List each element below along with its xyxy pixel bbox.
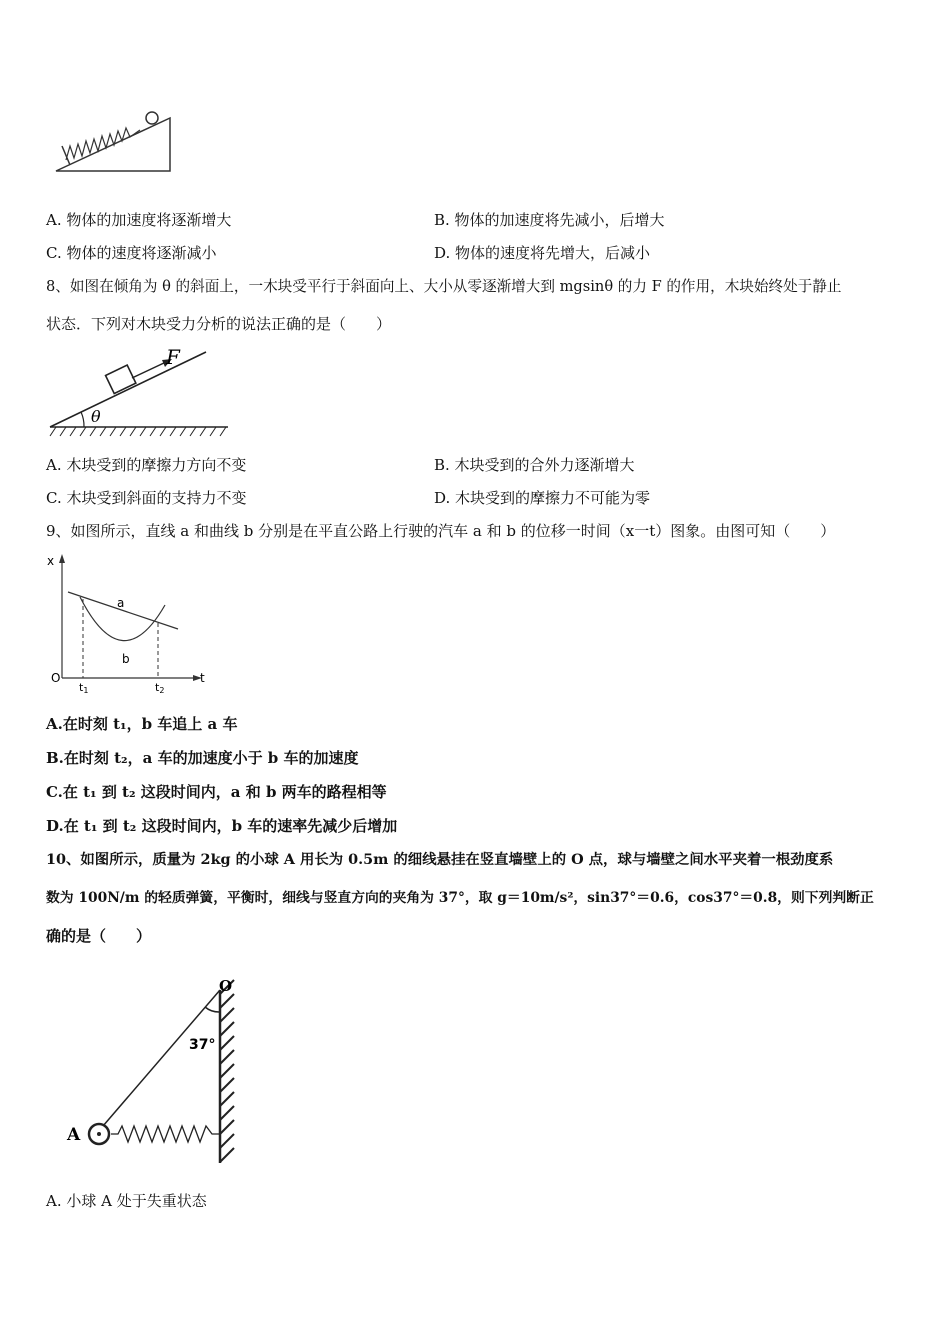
q8-option-a: A. 木块受到的摩擦力方向不变 <box>46 456 247 474</box>
q7-option-c: C. 物体的速度将逐渐减小 <box>46 244 217 262</box>
q9-line-a-label: a <box>117 596 125 610</box>
q10-option-a: A. 小球 A 处于失重状态 <box>46 1192 207 1210</box>
q8-stem-line2: 状态．下列对木块受力分析的说法正确的是（ ） <box>46 315 392 333</box>
q10-spring <box>111 1126 220 1142</box>
q9-option-a: A.在时刻 t₁，b 车追上 a 车 <box>46 715 238 733</box>
q9-origin-label: O <box>51 671 61 685</box>
q9-y-axis-label: x <box>47 554 55 568</box>
q10-angle-label: 37° <box>189 1037 216 1053</box>
q10-ball-label: A <box>67 1125 81 1145</box>
q8-option-b: B. 木块受到的合外力逐渐增大 <box>434 456 635 474</box>
q9-t2-label: t2 <box>155 681 165 695</box>
q7-option-d: D. 物体的速度将先增大，后减小 <box>434 244 651 262</box>
q10-string <box>103 990 220 1126</box>
q9-x-axis-label: t <box>200 671 205 685</box>
q9-t1-label: t1 <box>79 681 89 695</box>
q8-stem-line1: 8、如图在倾角为 θ 的斜面上，一木块受平行于斜面向上、大小从零逐渐增大到 mgsinθ 的力 F 的作用，木块始终处于静止 <box>46 278 842 295</box>
q10-point-o-label: O <box>219 977 233 995</box>
q10-stem-line2: 数为 100N/m 的轻质弹簧，平衡时，细线与竖直方向的夹角为 37°，取 g＝10m/s²，sin37°＝0.6，cos37°＝0.8，则下列判断正 <box>46 890 874 906</box>
q10-wall-hatching <box>220 980 234 1162</box>
q9-option-b: B.在时刻 t₂，a 车的加速度小于 b 车的加速度 <box>46 749 359 767</box>
q9-option-d: D.在 t₁ 到 t₂ 这段时间内，b 车的速率先减少后增加 <box>46 817 398 835</box>
q9-option-c: C.在 t₁ 到 t₂ 这段时间内，a 和 b 两车的路程相等 <box>46 783 387 801</box>
q7-option-a: A. 物体的加速度将逐渐增大 <box>46 211 232 229</box>
q8-option-d: D. 木块受到的摩擦力不可能为零 <box>434 489 651 507</box>
q8-force-label: F <box>166 345 180 369</box>
q10-stem-line1: 10、如图所示，质量为 2kg 的小球 A 用长为 0.5m 的细线悬挂在竖直墙壁上的 O 点，球与墙壁之间水平夹着一根劲度系 <box>46 851 834 868</box>
q9-stem: 9、如图所示，直线 a 和曲线 b 分别是在平直公路上行驶的汽车 a 和 b 的位移一时间（x一t）图象。由图可知（ ） <box>46 522 836 540</box>
q7-option-b: B. 物体的加速度将先减小，后增大 <box>434 211 665 229</box>
q10-ball-center <box>97 1132 101 1136</box>
q10-angle-arc <box>205 1007 220 1012</box>
q10-stem-line3: 确的是（ ） <box>46 927 152 945</box>
q8-angle-label: θ <box>91 407 101 426</box>
q8-option-c: C. 木块受到斜面的支持力不变 <box>46 489 247 507</box>
q9-curve-b-label: b <box>122 652 130 666</box>
